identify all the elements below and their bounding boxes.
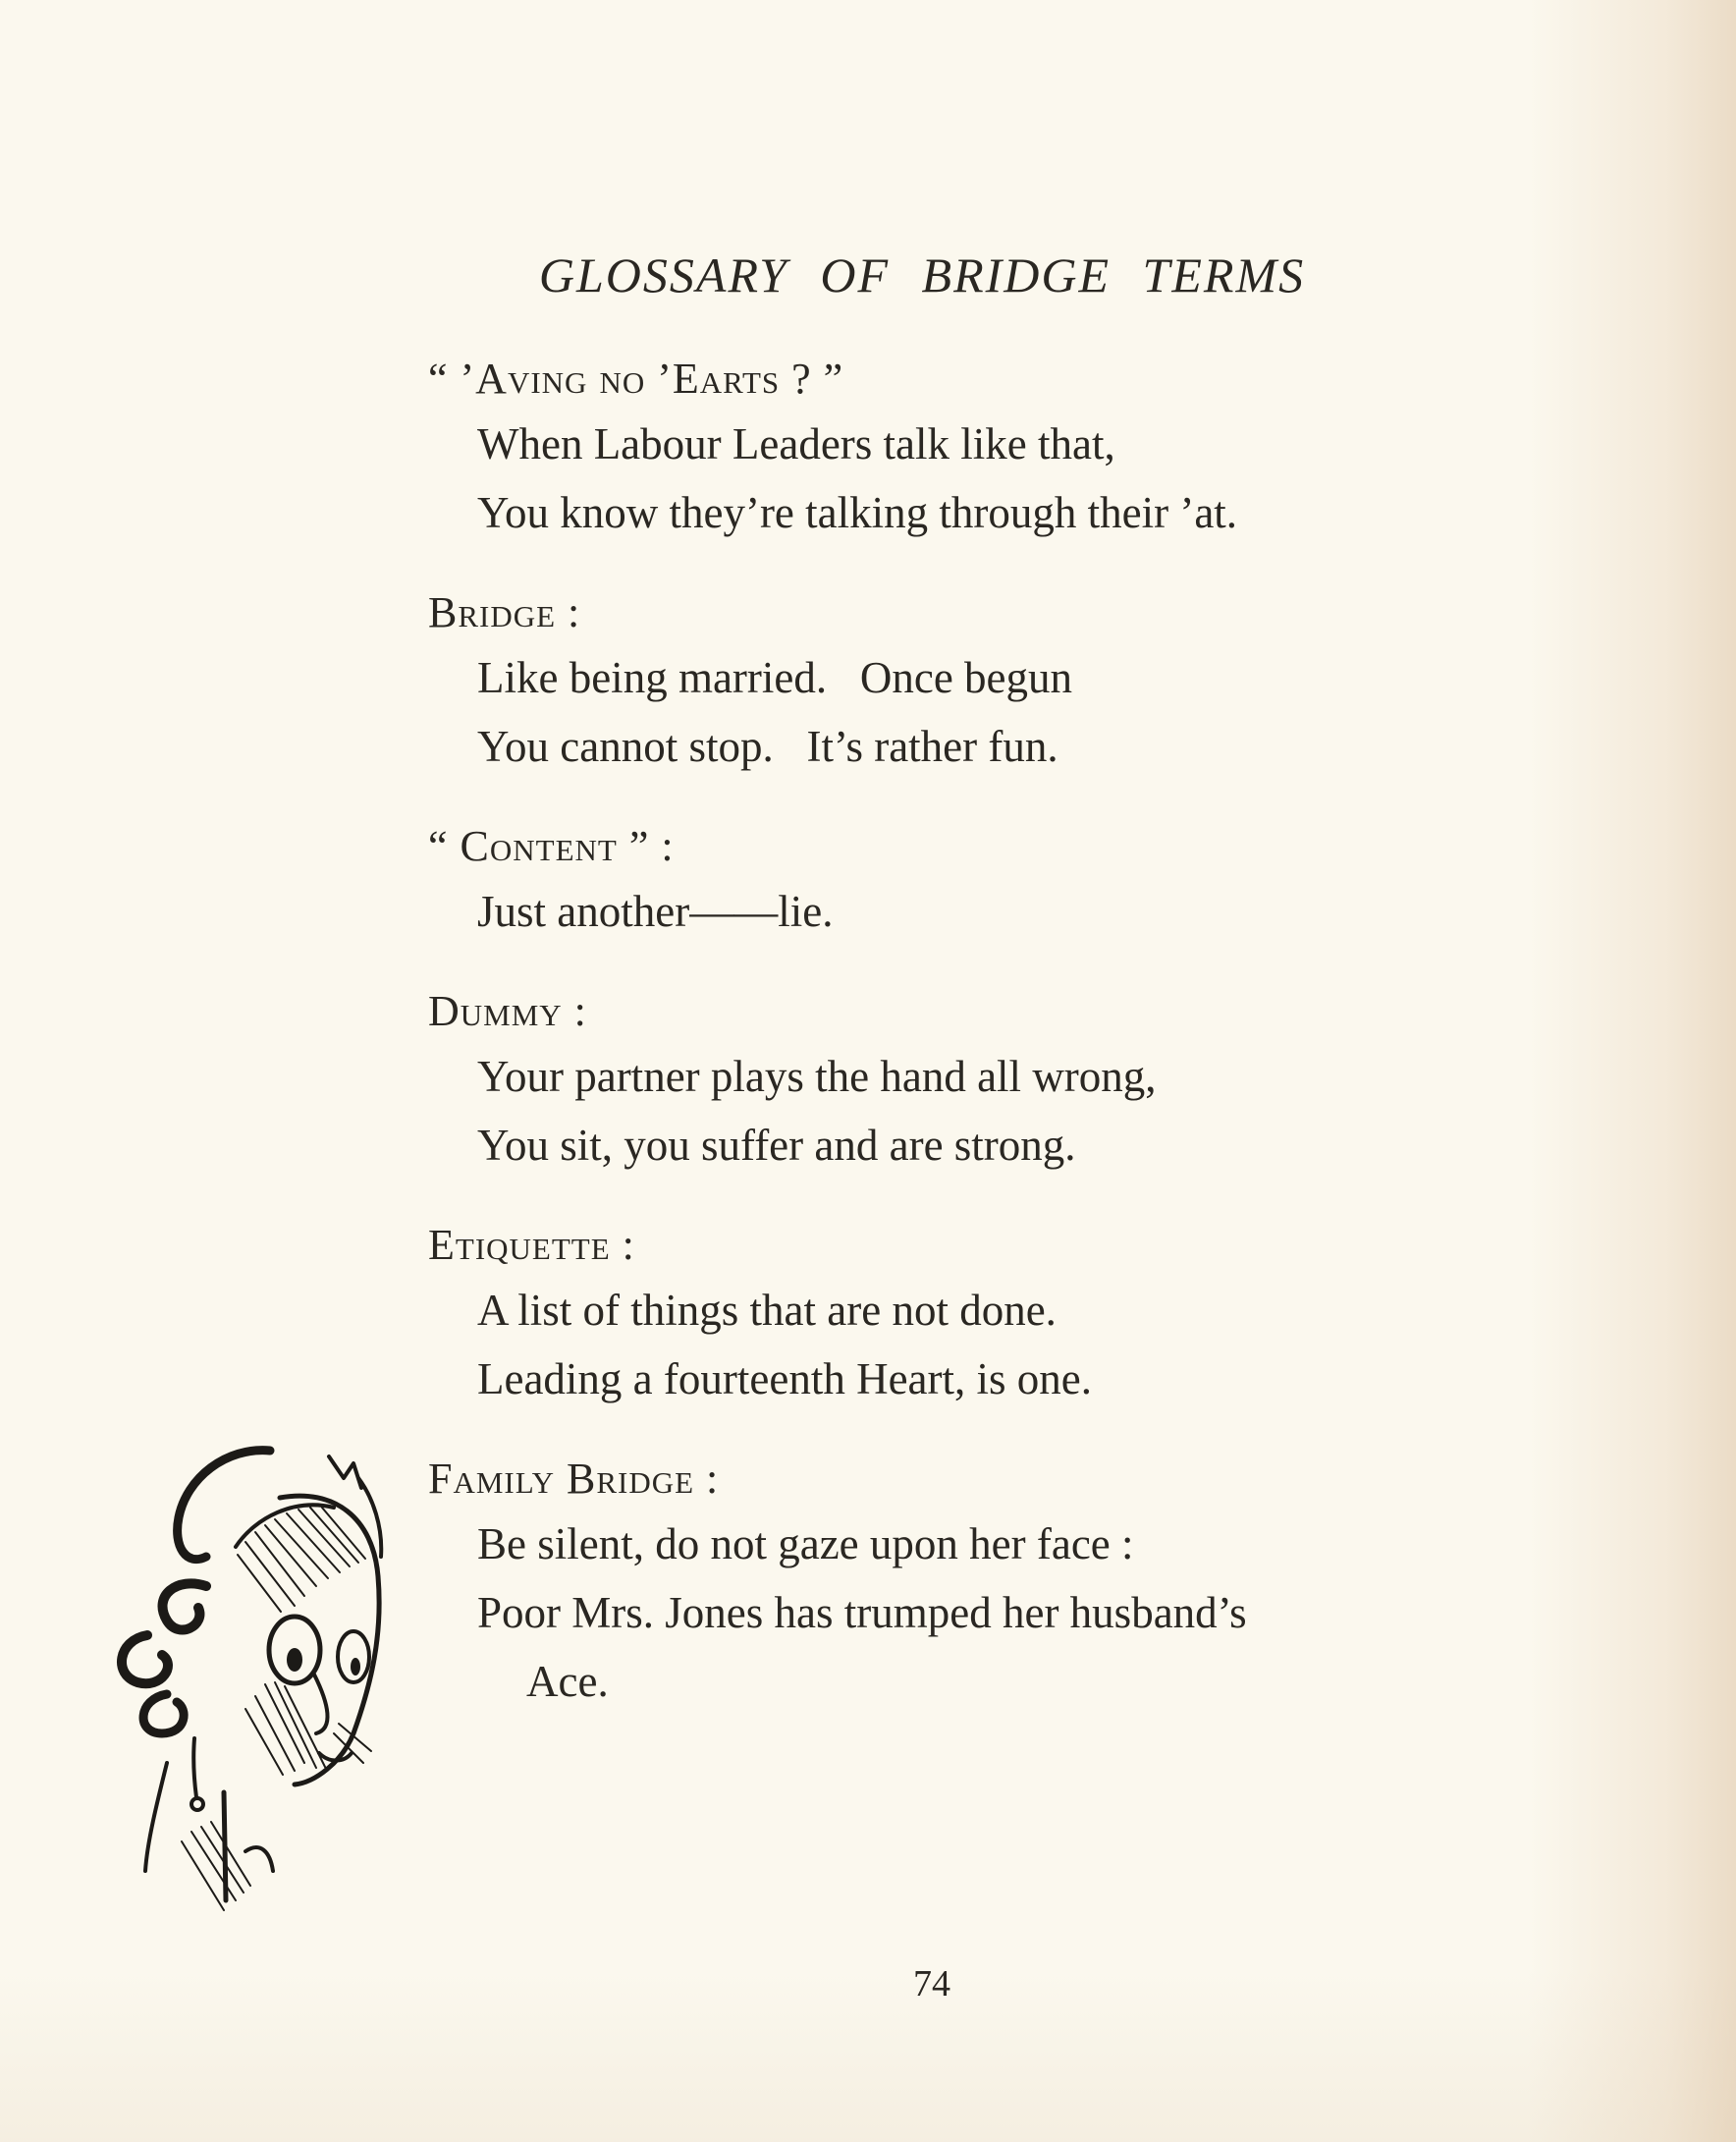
glossary-entry-family-bridge bbox=[428, 1449, 1547, 1716]
verse-line: A list of things that are not done. bbox=[477, 1286, 1057, 1335]
entry-verse bbox=[428, 410, 1547, 547]
verse-line: You cannot stop. It’s rather fun. bbox=[477, 722, 1058, 771]
entry-term: Etiquette : bbox=[428, 1221, 635, 1269]
glossary-entry-bridge bbox=[428, 582, 1547, 781]
running-head: GLOSSARY OF BRIDGE TERMS bbox=[538, 247, 1306, 302]
verse-line: Poor Mrs. Jones has trumped her husband’s bbox=[477, 1588, 1247, 1637]
verse-line: Like being married. Once begun bbox=[477, 653, 1073, 702]
entry-term: Family Bridge : bbox=[428, 1455, 720, 1503]
verse-line: Your partner plays the hand all wrong, bbox=[477, 1052, 1157, 1101]
verse-line: Just another——lie. bbox=[477, 887, 834, 936]
entry-verse bbox=[428, 643, 1547, 781]
entry-term: “ ’Aving no ’Earts ? ” bbox=[428, 355, 844, 403]
verse-line: Leading a fourteenth Heart, is one. bbox=[477, 1354, 1093, 1403]
glossary-entries bbox=[428, 349, 1547, 1751]
verse-line: You sit, you suffer and are strong. bbox=[477, 1121, 1076, 1170]
verse-line: You know they’re talking through their ’at. bbox=[477, 488, 1238, 537]
verse-line: When Labour Leaders talk like that, bbox=[477, 419, 1115, 468]
woman-caricature-illustration bbox=[108, 1439, 422, 1950]
entry-term: “ Content ” : bbox=[428, 822, 675, 870]
glossary-entry-dummy bbox=[428, 981, 1547, 1180]
entry-verse bbox=[428, 877, 1547, 946]
glossary-entry-etiquette bbox=[428, 1215, 1547, 1413]
entry-term: Bridge : bbox=[428, 588, 581, 636]
verse-line: Be silent, do not gaze upon her face : bbox=[477, 1519, 1134, 1568]
glossary-entry-aving-no-earts bbox=[428, 349, 1547, 547]
page-number: 74 bbox=[913, 1963, 950, 2005]
verse-line: Ace. bbox=[526, 1657, 609, 1706]
entry-verse bbox=[428, 1042, 1547, 1180]
glossary-entry-content bbox=[428, 816, 1547, 946]
entry-verse bbox=[428, 1510, 1547, 1716]
entry-term: Dummy : bbox=[428, 987, 587, 1035]
entry-verse bbox=[428, 1276, 1547, 1413]
